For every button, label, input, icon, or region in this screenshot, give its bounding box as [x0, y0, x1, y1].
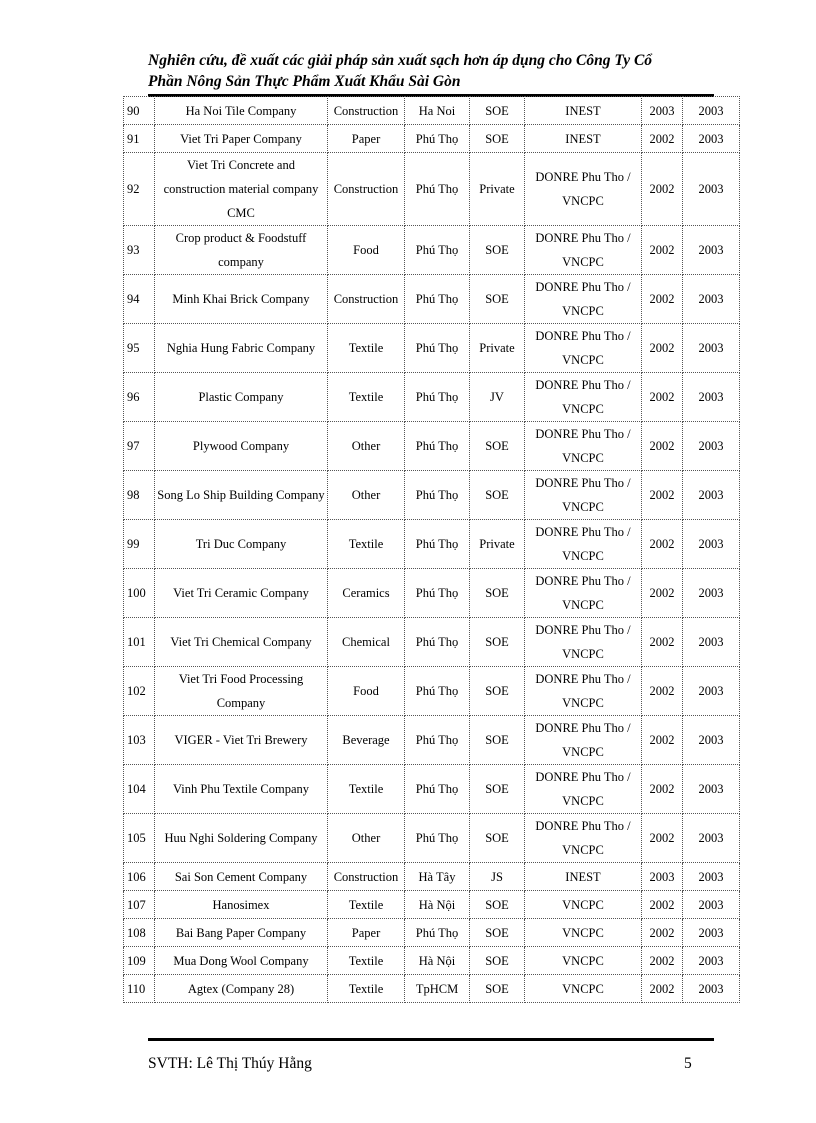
company-name-cell: Sai Son Cement Company	[155, 863, 328, 891]
table-row	[124, 975, 740, 1003]
organization-cell: DONRE Phu Tho / VNCPC	[525, 324, 642, 373]
organization-cell: DONRE Phu Tho / VNCPC	[525, 765, 642, 814]
ownership-cell: SOE	[470, 618, 525, 667]
end-year-cell: 2003	[683, 97, 740, 125]
sector-cell: Ceramics	[328, 569, 405, 618]
company-name-cell: VIGER - Viet Tri Brewery	[155, 716, 328, 765]
organization-cell: DONRE Phu Tho / VNCPC	[525, 422, 642, 471]
table-row	[124, 667, 740, 716]
location-cell: Phú Thọ	[405, 667, 470, 716]
company-name-cell: Agtex (Company 28)	[155, 975, 328, 1003]
location-cell: Phú Thọ	[405, 618, 470, 667]
footer-rule	[148, 1038, 714, 1041]
organization-cell: DONRE Phu Tho / VNCPC	[525, 520, 642, 569]
row-number-cell: 98	[124, 471, 155, 520]
ownership-cell: Private	[470, 520, 525, 569]
company-name-cell: Bai Bang Paper Company	[155, 919, 328, 947]
end-year-cell: 2003	[683, 324, 740, 373]
sector-cell: Other	[328, 422, 405, 471]
end-year-cell: 2003	[683, 520, 740, 569]
company-name-cell: Nghia Hung Fabric Company	[155, 324, 328, 373]
end-year-cell: 2003	[683, 471, 740, 520]
page-number: 5	[684, 1055, 692, 1072]
table-row	[124, 919, 740, 947]
start-year-cell: 2002	[642, 716, 683, 765]
table-row	[124, 520, 740, 569]
company-name-cell: Song Lo Ship Building Company	[155, 471, 328, 520]
sector-cell: Textile	[328, 891, 405, 919]
location-cell: Phú Thọ	[405, 765, 470, 814]
table-row	[124, 373, 740, 422]
end-year-cell: 2003	[683, 373, 740, 422]
ownership-cell: SOE	[470, 422, 525, 471]
company-name-cell: Hanosimex	[155, 891, 328, 919]
start-year-cell: 2002	[642, 275, 683, 324]
ownership-cell: SOE	[470, 97, 525, 125]
ownership-cell: SOE	[470, 814, 525, 863]
company-name-cell: Viet Tri Ceramic Company	[155, 569, 328, 618]
ownership-cell: SOE	[470, 569, 525, 618]
table-row	[124, 891, 740, 919]
organization-cell: DONRE Phu Tho / VNCPC	[525, 716, 642, 765]
sector-cell: Textile	[328, 975, 405, 1003]
start-year-cell: 2003	[642, 97, 683, 125]
organization-cell: DONRE Phu Tho / VNCPC	[525, 153, 642, 226]
company-name-cell: Crop product & Foodstuff company	[155, 226, 328, 275]
row-number-cell: 105	[124, 814, 155, 863]
location-cell: Phú Thọ	[405, 422, 470, 471]
page-header	[148, 50, 708, 92]
sector-cell: Construction	[328, 153, 405, 226]
company-name-cell: Viet Tri Concrete and construction material company CMC	[155, 153, 328, 226]
organization-cell: VNCPC	[525, 891, 642, 919]
ownership-cell: SOE	[470, 975, 525, 1003]
location-cell: Hà Nội	[405, 947, 470, 975]
row-number-cell: 96	[124, 373, 155, 422]
row-number-cell: 93	[124, 226, 155, 275]
end-year-cell: 2003	[683, 275, 740, 324]
company-table	[123, 96, 740, 1003]
organization-cell: DONRE Phu Tho / VNCPC	[525, 667, 642, 716]
start-year-cell: 2002	[642, 153, 683, 226]
ownership-cell: SOE	[470, 125, 525, 153]
end-year-cell: 2003	[683, 891, 740, 919]
start-year-cell: 2002	[642, 947, 683, 975]
table-row	[124, 569, 740, 618]
location-cell: Phú Thọ	[405, 471, 470, 520]
location-cell: Hà Nội	[405, 891, 470, 919]
sector-cell: Textile	[328, 324, 405, 373]
ownership-cell: SOE	[470, 226, 525, 275]
end-year-cell: 2003	[683, 863, 740, 891]
organization-cell: DONRE Phu Tho / VNCPC	[525, 618, 642, 667]
ownership-cell: SOE	[470, 947, 525, 975]
footer-author: SVTH: Lê Thị Thúy Hằng	[148, 1055, 312, 1072]
ownership-cell: Private	[470, 324, 525, 373]
start-year-cell: 2002	[642, 975, 683, 1003]
ownership-cell: SOE	[470, 891, 525, 919]
company-name-cell: Huu Nghi Soldering Company	[155, 814, 328, 863]
row-number-cell: 106	[124, 863, 155, 891]
organization-cell: VNCPC	[525, 919, 642, 947]
organization-cell: DONRE Phu Tho / VNCPC	[525, 275, 642, 324]
sector-cell: Food	[328, 226, 405, 275]
sector-cell: Chemical	[328, 618, 405, 667]
organization-cell: VNCPC	[525, 947, 642, 975]
header-title-line2: Phần Nông Sản Thực Phẩm Xuất Khẩu Sài Gòn	[148, 73, 461, 90]
table-row	[124, 947, 740, 975]
location-cell: Phú Thọ	[405, 716, 470, 765]
sector-cell: Textile	[328, 520, 405, 569]
organization-cell: DONRE Phu Tho / VNCPC	[525, 373, 642, 422]
sector-cell: Textile	[328, 765, 405, 814]
start-year-cell: 2003	[642, 863, 683, 891]
end-year-cell: 2003	[683, 667, 740, 716]
start-year-cell: 2002	[642, 569, 683, 618]
ownership-cell: Private	[470, 153, 525, 226]
sector-cell: Food	[328, 667, 405, 716]
location-cell: Ha Noi	[405, 97, 470, 125]
table-row	[124, 125, 740, 153]
start-year-cell: 2002	[642, 373, 683, 422]
ownership-cell: SOE	[470, 471, 525, 520]
start-year-cell: 2002	[642, 471, 683, 520]
organization-cell: VNCPC	[525, 975, 642, 1003]
table-row	[124, 618, 740, 667]
end-year-cell: 2003	[683, 947, 740, 975]
location-cell: Phú Thọ	[405, 520, 470, 569]
company-name-cell: Plastic Company	[155, 373, 328, 422]
row-number-cell: 97	[124, 422, 155, 471]
start-year-cell: 2002	[642, 765, 683, 814]
table-row	[124, 422, 740, 471]
header-title-line1: Nghiên cứu, đề xuất các giải pháp sản xuất sạch hơn áp dụng cho Công Ty Cổ	[148, 52, 653, 69]
start-year-cell: 2002	[642, 891, 683, 919]
row-number-cell: 90	[124, 97, 155, 125]
start-year-cell: 2002	[642, 618, 683, 667]
row-number-cell: 109	[124, 947, 155, 975]
sector-cell: Paper	[328, 919, 405, 947]
end-year-cell: 2003	[683, 975, 740, 1003]
company-name-cell: Mua Dong Wool Company	[155, 947, 328, 975]
table-row	[124, 275, 740, 324]
end-year-cell: 2003	[683, 919, 740, 947]
company-name-cell: Plywood Company	[155, 422, 328, 471]
row-number-cell: 102	[124, 667, 155, 716]
organization-cell: DONRE Phu Tho / VNCPC	[525, 471, 642, 520]
location-cell: Phú Thọ	[405, 226, 470, 275]
row-number-cell: 107	[124, 891, 155, 919]
row-number-cell: 92	[124, 153, 155, 226]
start-year-cell: 2002	[642, 422, 683, 471]
sector-cell: Construction	[328, 863, 405, 891]
end-year-cell: 2003	[683, 422, 740, 471]
company-name-cell: Minh Khai Brick Company	[155, 275, 328, 324]
table-row	[124, 471, 740, 520]
sector-cell: Other	[328, 471, 405, 520]
table-row	[124, 324, 740, 373]
row-number-cell: 101	[124, 618, 155, 667]
ownership-cell: SOE	[470, 919, 525, 947]
location-cell: Phú Thọ	[405, 324, 470, 373]
organization-cell: DONRE Phu Tho / VNCPC	[525, 814, 642, 863]
row-number-cell: 110	[124, 975, 155, 1003]
row-number-cell: 95	[124, 324, 155, 373]
table-row	[124, 226, 740, 275]
company-name-cell: Tri Duc Company	[155, 520, 328, 569]
organization-cell: DONRE Phu Tho / VNCPC	[525, 226, 642, 275]
end-year-cell: 2003	[683, 618, 740, 667]
sector-cell: Construction	[328, 275, 405, 324]
sector-cell: Textile	[328, 373, 405, 422]
ownership-cell: JS	[470, 863, 525, 891]
table-row	[124, 863, 740, 891]
location-cell: Hà Tây	[405, 863, 470, 891]
location-cell: Phú Thọ	[405, 814, 470, 863]
sector-cell: Paper	[328, 125, 405, 153]
table-body	[124, 97, 740, 1003]
row-number-cell: 103	[124, 716, 155, 765]
start-year-cell: 2002	[642, 919, 683, 947]
location-cell: Phú Thọ	[405, 153, 470, 226]
location-cell: Phú Thọ	[405, 125, 470, 153]
start-year-cell: 2002	[642, 520, 683, 569]
row-number-cell: 94	[124, 275, 155, 324]
start-year-cell: 2002	[642, 324, 683, 373]
end-year-cell: 2003	[683, 153, 740, 226]
row-number-cell: 100	[124, 569, 155, 618]
ownership-cell: SOE	[470, 667, 525, 716]
end-year-cell: 2003	[683, 569, 740, 618]
table-row	[124, 153, 740, 226]
table-row	[124, 814, 740, 863]
table-row	[124, 716, 740, 765]
company-name-cell: Vinh Phu Textile Company	[155, 765, 328, 814]
start-year-cell: 2002	[642, 125, 683, 153]
organization-cell: INEST	[525, 97, 642, 125]
row-number-cell: 104	[124, 765, 155, 814]
location-cell: Phú Thọ	[405, 373, 470, 422]
sector-cell: Construction	[328, 97, 405, 125]
end-year-cell: 2003	[683, 716, 740, 765]
company-name-cell: Ha Noi Tile Company	[155, 97, 328, 125]
end-year-cell: 2003	[683, 226, 740, 275]
sector-cell: Beverage	[328, 716, 405, 765]
location-cell: Phú Thọ	[405, 919, 470, 947]
sector-cell: Other	[328, 814, 405, 863]
company-name-cell: Viet Tri Chemical Company	[155, 618, 328, 667]
row-number-cell: 99	[124, 520, 155, 569]
company-name-cell: Viet Tri Food Processing Company	[155, 667, 328, 716]
ownership-cell: SOE	[470, 765, 525, 814]
start-year-cell: 2002	[642, 667, 683, 716]
start-year-cell: 2002	[642, 814, 683, 863]
ownership-cell: SOE	[470, 716, 525, 765]
company-name-cell: Viet Tri Paper Company	[155, 125, 328, 153]
ownership-cell: SOE	[470, 275, 525, 324]
location-cell: TpHCM	[405, 975, 470, 1003]
ownership-cell: JV	[470, 373, 525, 422]
table-row	[124, 97, 740, 125]
sector-cell: Textile	[328, 947, 405, 975]
end-year-cell: 2003	[683, 125, 740, 153]
organization-cell: DONRE Phu Tho / VNCPC	[525, 569, 642, 618]
end-year-cell: 2003	[683, 814, 740, 863]
end-year-cell: 2003	[683, 765, 740, 814]
row-number-cell: 91	[124, 125, 155, 153]
location-cell: Phú Thọ	[405, 569, 470, 618]
organization-cell: INEST	[525, 863, 642, 891]
table-row	[124, 765, 740, 814]
start-year-cell: 2002	[642, 226, 683, 275]
location-cell: Phú Thọ	[405, 275, 470, 324]
row-number-cell: 108	[124, 919, 155, 947]
organization-cell: INEST	[525, 125, 642, 153]
